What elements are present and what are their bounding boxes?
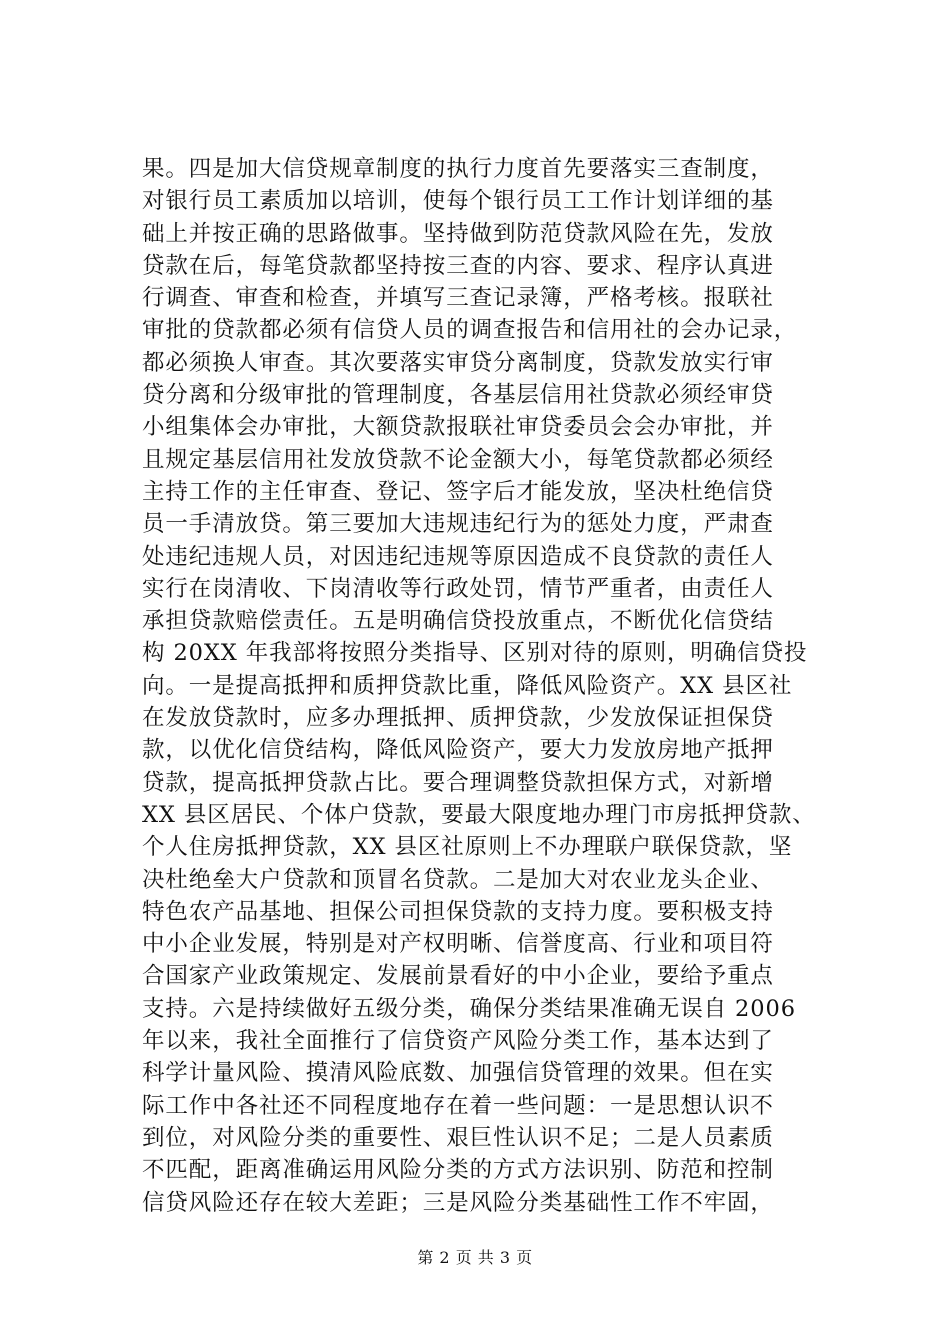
text-line: 际工作中各社还不同程度地存在着一些问题：一是思想认识不: [142, 1092, 774, 1119]
text-line: 构 20XX 年我部将按照分类指导、区别对待的原则，明确信贷投: [142, 640, 808, 667]
text-line: 承担贷款赔偿责任。五是明确信贷投放重点，不断优化信贷结: [142, 608, 774, 635]
text-line: 支持。六是持续做好五级分类，确保分类结果准确无误自 2006: [142, 995, 796, 1022]
text-line: 员一手清放贷。第三要加大违规违纪行为的惩处力度，严肃查: [142, 511, 774, 538]
body-text: [142, 153, 842, 1219]
text-line: 小组集体会办审批，大额贷款报联社审贷委员会会办审批，并: [142, 414, 774, 441]
text-line: 贷款，提高抵押贷款占比。要合理调整贷款担保方式，对新增: [142, 769, 774, 796]
text-line: 都必须换人审查。其次要落实审贷分离制度，贷款发放实行审: [142, 349, 774, 376]
text-line: 款，以优化信贷结构，降低风险资产，要大力发放房地产抵押: [142, 737, 774, 764]
text-line: 决杜绝垒大户贷款和顶冒名贷款。二是加大对农业龙头企业、: [142, 866, 774, 893]
text-line: 中小企业发展，特别是对产权明晰、信誉度高、行业和项目符: [142, 931, 774, 958]
text-line: 合国家产业政策规定、发展前景看好的中小企业，要给予重点: [142, 963, 774, 990]
text-line: 主持工作的主任审查、登记、签字后才能发放，坚决杜绝信贷: [142, 478, 774, 505]
page-number-footer: 第 2 页 共 3 页: [417, 1248, 533, 1267]
text-line: 特色农产品基地、担保公司担保贷款的支持力度。要积极支持: [142, 898, 774, 925]
text-line: 果。四是加大信贷规章制度的执行力度首先要落实三查制度，: [142, 156, 774, 182]
text-line: 信贷风险还存在较大差距；三是风险分类基础性工作不牢固，: [142, 1189, 774, 1216]
text-line: 实行在岗清收、下岗清收等行政处罚，情节严重者，由责任人: [142, 575, 774, 602]
text-line: 不匹配，距离准确运用风险分类的方式方法识别、防范和控制: [142, 1157, 774, 1184]
text-line: 个人住房抵押贷款，XX 县区社原则上不办理联户联保贷款，坚: [142, 834, 793, 861]
text-line: 在发放贷款时，应多办理抵押、质押贷款，少发放保证担保贷: [142, 705, 774, 732]
text-line: 处违纪违规人员，对因违纪违规等原因造成不良贷款的责任人: [142, 543, 774, 570]
text-line: 行调查、审查和检查，并填写三查记录簿，严格考核。报联社: [142, 285, 774, 312]
text-line: 审批的贷款都必须有信贷人员的调查报告和信用社的会办记录，: [142, 317, 798, 344]
text-line: 贷分离和分级审批的管理制度，各基层信用社贷款必须经审贷: [142, 382, 774, 409]
text-line: XX 县区居民、个体户贷款，要最大限度地办理门市房抵押贷款、: [142, 801, 816, 828]
text-line: 到位，对风险分类的重要性、艰巨性认识不足；二是人员素质: [142, 1124, 774, 1151]
text-line: 年以来，我社全面推行了信贷资产风险分类工作，基本达到了: [142, 1028, 774, 1055]
text-line: 且规定基层信用社发放贷款不论金额大小，每笔贷款都必须经: [142, 446, 774, 473]
text-line: 向。一是提高抵押和质押贷款比重，降低风险资产。XX 县区社: [142, 672, 793, 699]
text-line: 对银行员工素质加以培训，使每个银行员工工作计划详细的基: [142, 188, 774, 215]
text-line: 科学计量风险、摸清风险底数、加强信贷管理的效果。但在实: [142, 1060, 774, 1087]
text-line: 贷款在后，每笔贷款都坚持按三查的内容、要求、程序认真进: [142, 252, 774, 279]
text-line: 础上并按正确的思路做事。坚持做到防范贷款风险在先，发放: [142, 220, 774, 247]
